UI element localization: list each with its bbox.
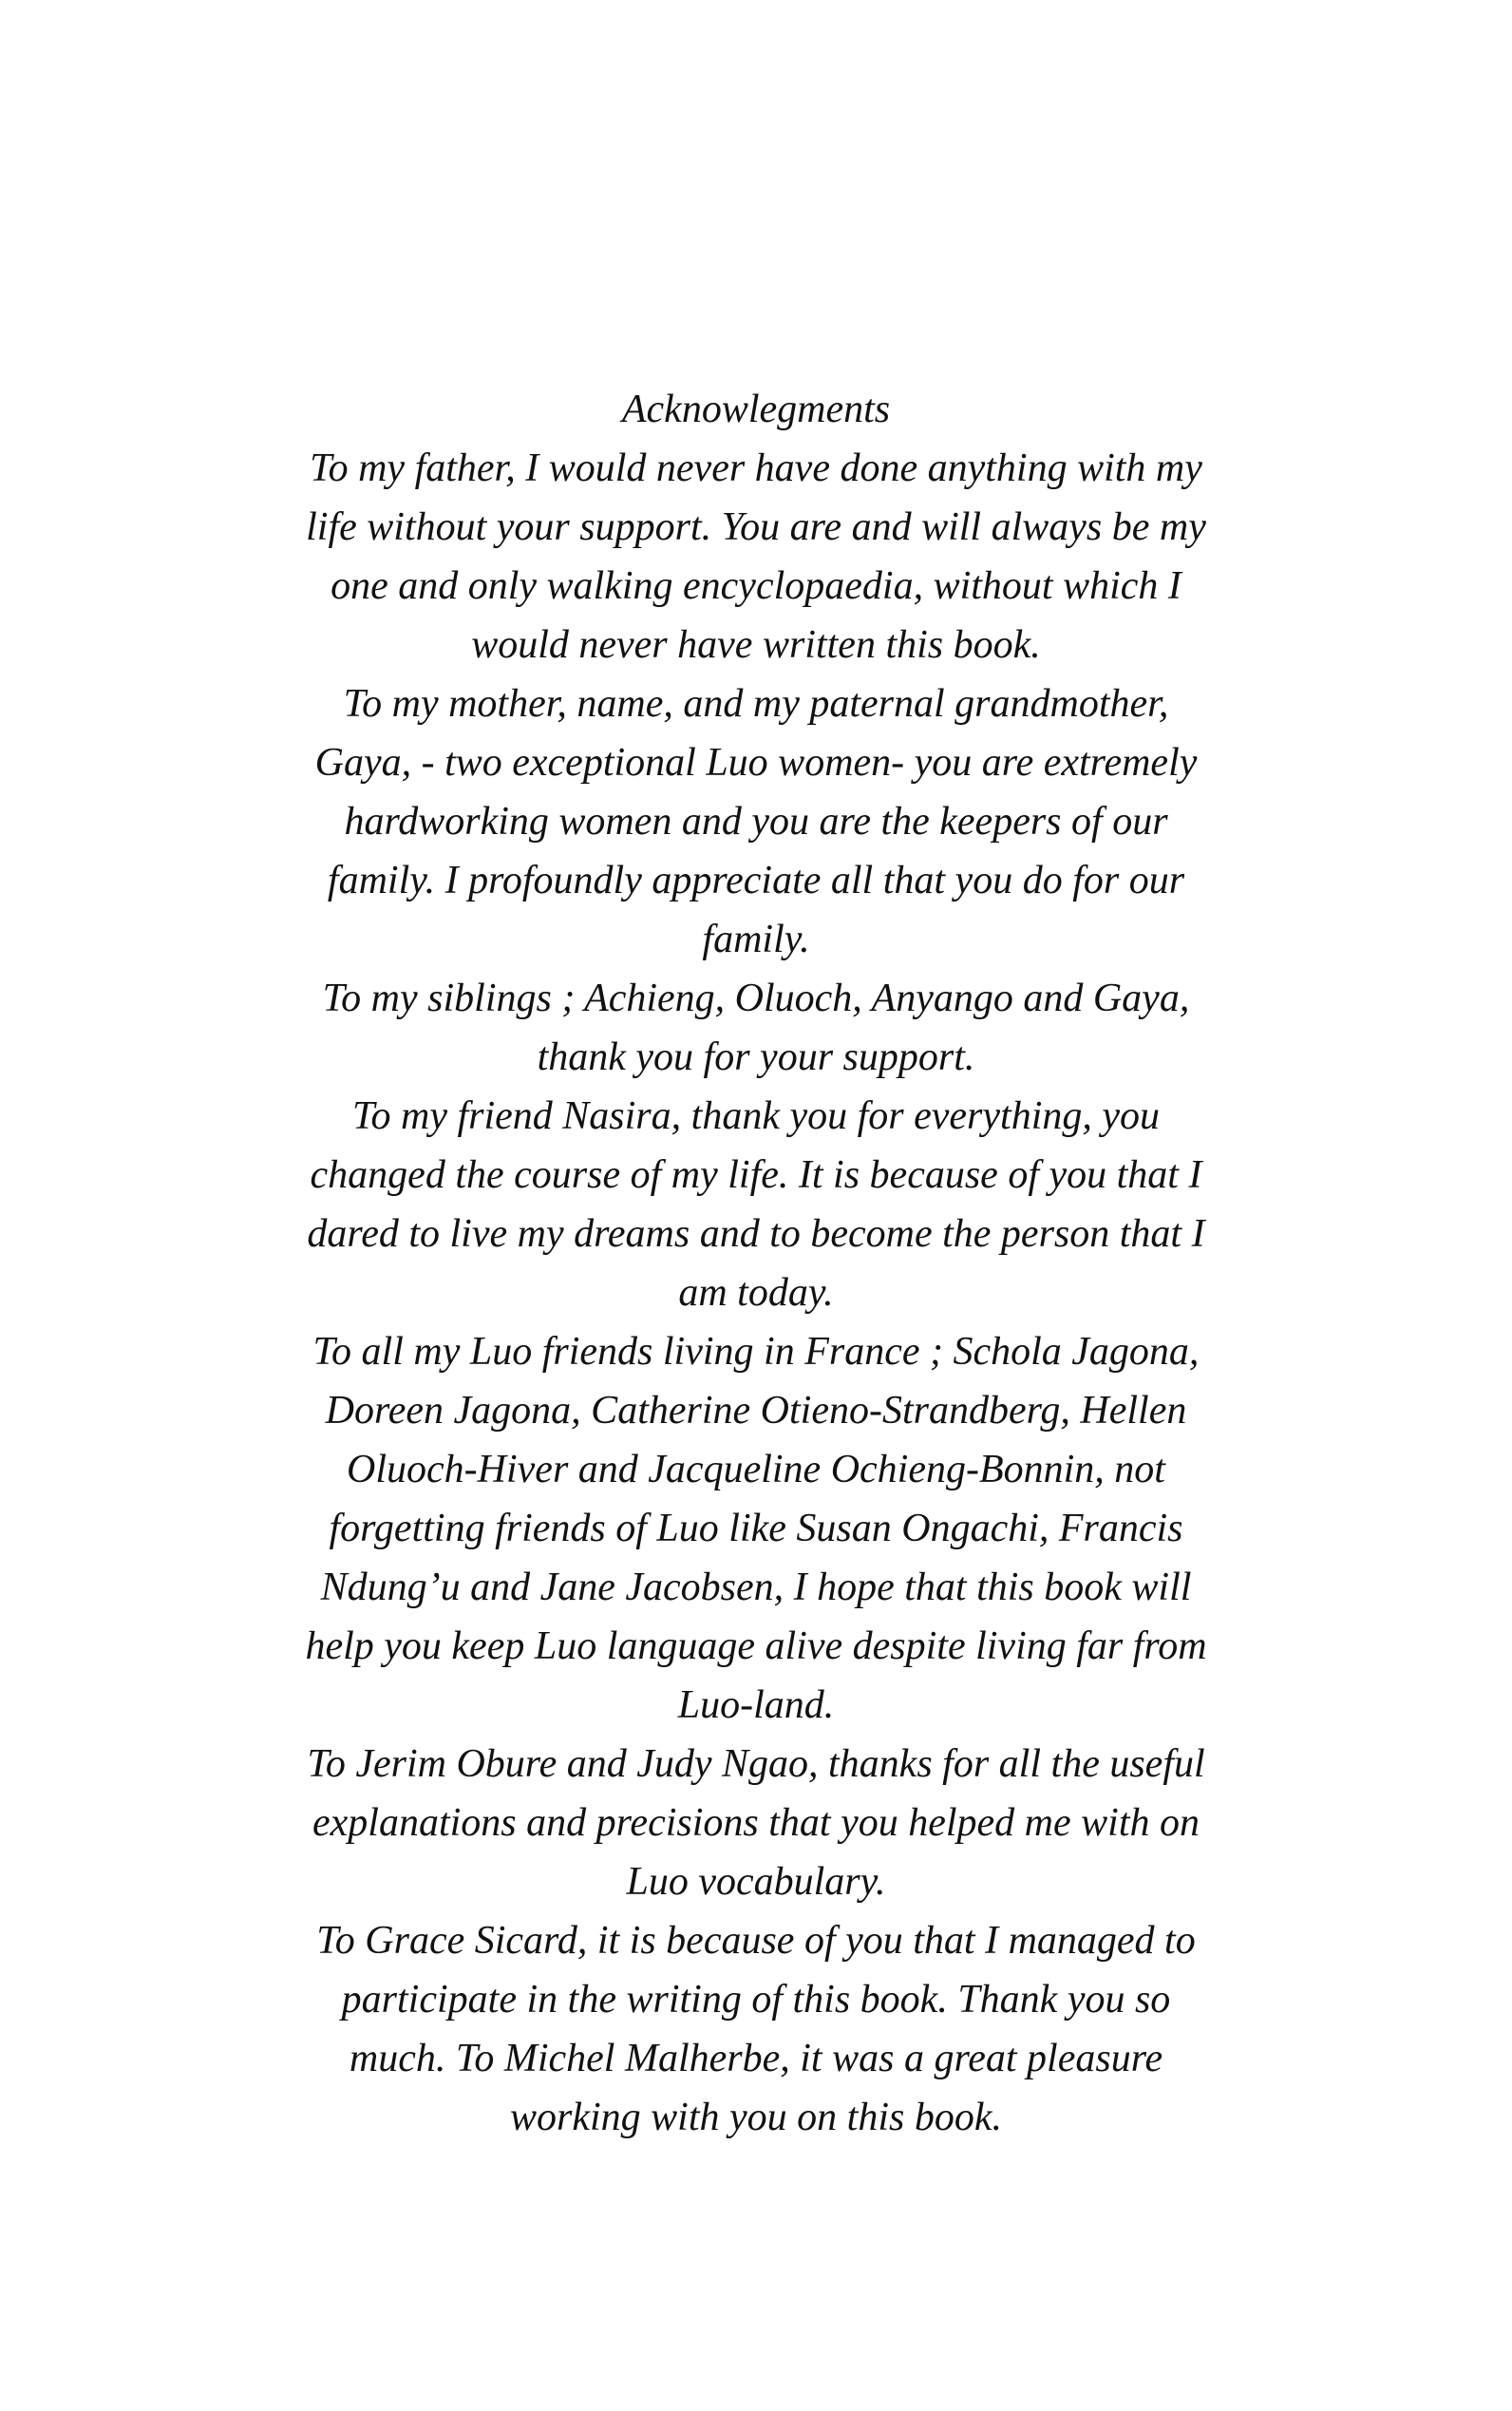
text-line: dared to live my dreams and to become the person that I (307, 1212, 1205, 1256)
text-line: much. To Michel Malherbe, it was a great pleasure (349, 2037, 1163, 2080)
acknowledgments-heading: Acknowlegments (621, 388, 891, 431)
text-line: To Grace Sicard, it is because of you that I managed to (316, 1919, 1196, 1963)
text-line: To all my Luo friends living in France ; Schola Jagona, (312, 1330, 1200, 1374)
text-line: participate in the writing of this book. Thank you so (341, 1978, 1171, 2022)
text-line: To my mother, name, and my paternal grandmother, (343, 682, 1169, 726)
acknowledgments-section (190, 380, 1322, 2147)
text-line: working with you on this book. (510, 2096, 1002, 2139)
text-line: thank you for your support. (537, 1035, 975, 1079)
text-line: help you keep Luo language alive despite living far from (305, 1624, 1207, 1668)
text-line: To my siblings ; Achieng, Oluoch, Anyango and Gaya, (322, 977, 1190, 1020)
text-line: changed the course of my life. It is because of you that I (310, 1153, 1202, 1197)
text-line: am today. (678, 1271, 834, 1315)
text-line: family. I profoundly appreciate all that you do for our (327, 859, 1185, 902)
text-line: Doreen Jagona, Catherine Otieno-Strandberg, Hellen (325, 1389, 1187, 1433)
text-line: family. (702, 918, 810, 961)
text-line: Luo-land. (677, 1683, 835, 1727)
text-line: explanations and precisions that you helped me with on (312, 1801, 1200, 1845)
text-line: To my friend Nasira, thank you for everything, you (351, 1094, 1161, 1138)
text-line: forgetting friends of Luo like Susan Ongachi, Francis (329, 1507, 1183, 1550)
text-line: Ndung’u and Jane Jacobsen, I hope that this book will (320, 1566, 1192, 1609)
text-line: life without your support. You are and will always be my (306, 505, 1206, 549)
text-line: To Jerim Obure and Judy Ngao, thanks for all the useful (307, 1742, 1205, 1786)
text-line: Gaya, - two exceptional Luo women- you are extremely (314, 741, 1198, 785)
text-line: one and only walking encyclopaedia, without which I (331, 564, 1181, 608)
text-line: To my father, I would never have done anything with my (310, 446, 1202, 490)
text-line: Luo vocabulary. (626, 1860, 886, 1904)
text-line: hardworking women and you are the keepers of our (344, 800, 1168, 844)
text-line: would never have written this book. (471, 623, 1041, 667)
text-line: Oluoch-Hiver and Jacqueline Ochieng-Bonnin, not (347, 1448, 1165, 1491)
